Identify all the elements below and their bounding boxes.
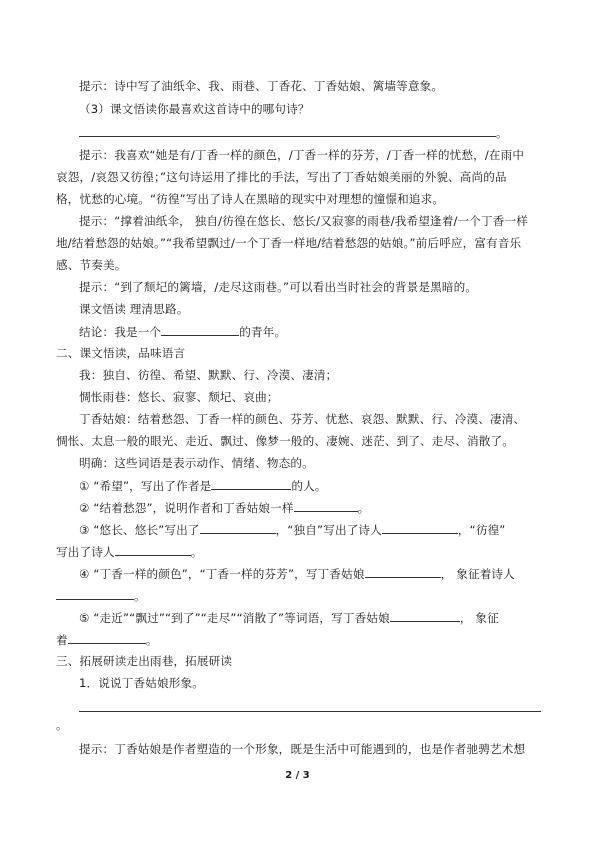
fill-blank[interactable] [382,521,458,534]
hint-line: 提示：诗中写了油纸伞、我、雨巷、丁香花、丁香姑娘、篱墙等意象。 [79,79,444,93]
answer-blank[interactable] [79,124,496,137]
exercise-item: ② “结着愁怨”，说明作者和丁香姑娘一样 。 [79,501,370,515]
word-list-line: 丁香姑娘：结着愁怨、丁香一样的颜色、芬芳、忧愁、哀怨、默默、行、冷漠、凄清、 [79,412,526,426]
exercise-item: ① “希望”，写出了作者是 的人。 [79,479,327,493]
exercise-item: 写出了诗人 。 [56,545,203,559]
fill-blank[interactable] [365,565,441,578]
answer-line: 。 [79,124,569,141]
section-line: 课文悟读 理清思路。 [79,302,189,316]
exercise-item: 着 。 [56,633,158,647]
fill-blank[interactable] [200,521,276,534]
hint-line: 格，忧愁的心境。“彷徨”写出了诗人在黑暗的现实中对理想的憧憬和追求。 [56,192,445,206]
question-line: （3）课文悟读你最喜欢这首诗中的哪句诗？ [79,102,310,116]
word-list-line: 我：独自、彷徨、希望、默默、行、冷漠、凄清； [79,368,338,382]
hint-line: 提示：丁香姑娘是作者塑造的一个形象，既是生活中可能遇到的，也是作者驰骋艺术想 [79,742,526,756]
exercise-item: ④ “丁香一样的颜色”，“丁香一样的芬芳”，写丁香姑娘 ， 象征着诗人 [79,567,515,581]
fill-blank[interactable] [294,499,358,512]
conclusion-line: 结论：我是一个 的青年。 [79,325,287,339]
fill-blank[interactable] [390,609,460,622]
word-list-line: 惆怅、太息一般的眼光、走近、飘过、像梦一般的、凄婉、迷茫、到了、走尽、消散了。 [56,434,515,448]
answer-blank[interactable] [79,699,541,712]
exercise-item: ⑤ “走近”“飘过”“到了”“走尽”“消散了”等词语，写丁香姑娘 ， 象征 [79,611,499,625]
hint-line: 感、节奏美。 [56,258,127,272]
hint-line: 提示：“到了颓圮的篱墙，/走尽这雨巷。”可以看出当时社会的背景是黑暗的。 [79,280,478,294]
hint-line: 提示：“撑着油纸伞， 独自/彷徨在悠长、悠长/又寂寥的雨巷/我希望逢着/一个丁香一样 [79,214,528,228]
answer-rule [79,699,569,716]
section-heading: 三、拓展研读走出雨巷，拓展研读 [56,654,233,668]
hint-line: 哀怨，/哀怨又彷徨；”这句诗运用了排比的手法，写出了丁香姑娘美丽的外貌、高尚的品 [56,170,507,184]
fill-blank[interactable] [115,543,191,556]
answer-end: 。 [56,718,68,732]
fill-blank[interactable] [161,323,239,336]
exercise-item: 。 [56,587,546,604]
word-list-line: 惆怅雨巷：悠长、寂寥、颓圮、哀曲； [79,390,279,404]
question-line: 1．说说丁香姑娘形象。 [79,676,204,690]
hint-line: 提示：我喜欢“她是有/丁香一样的颜色，/丁香一样的芬芳，/丁香一样的忧愁，/在雨中 [79,148,525,162]
section-heading: 二、课文悟读，品味语言 [56,346,186,360]
fill-blank[interactable] [68,631,146,644]
page-number: 2 / 3 [285,770,310,781]
fill-blank[interactable] [56,587,134,600]
exercise-item: ③ “悠长、悠长”写出了 ，“独自”写出了诗人 ，“彷徨” [79,523,506,537]
clarify-line: 明确：这些词语是表示动作、情绪、物态的。 [79,456,314,470]
hint-line: 地/结着愁怨的姑娘。”“我希望飘过/一个丁香一样地/结着愁怨的姑娘。”前后呼应，富有音乐 [56,236,522,250]
fill-blank[interactable] [211,477,291,490]
